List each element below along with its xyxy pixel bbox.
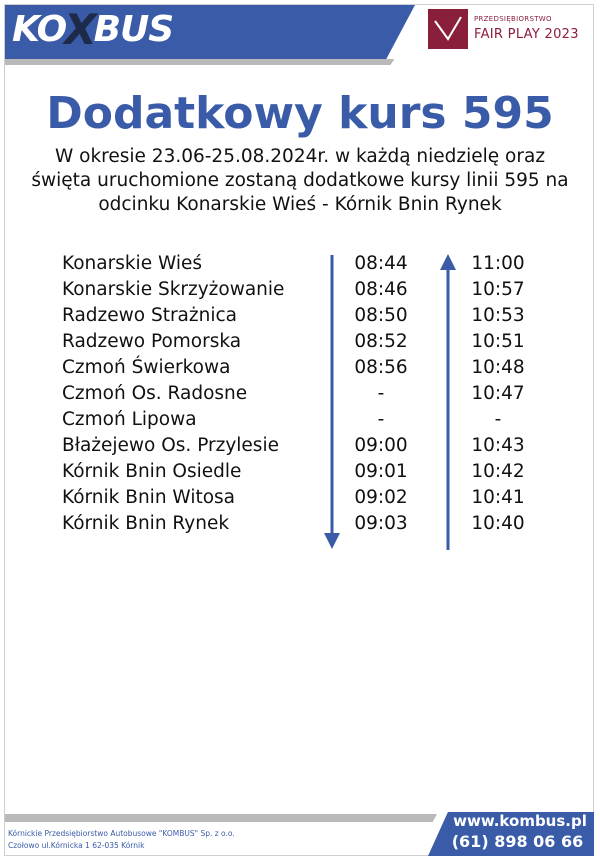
- header-shadow: [5, 59, 415, 65]
- forward-time: -: [377, 383, 385, 404]
- timetable-row: [0, 461, 600, 487]
- forward-time: 09:01: [354, 461, 408, 482]
- return-time: 10:41: [471, 487, 525, 508]
- fair-play-award: [428, 9, 590, 53]
- return-time: 10:51: [471, 331, 525, 352]
- page-title: Dodatkowy kurs 595: [46, 88, 554, 139]
- company-info: [8, 828, 235, 852]
- award-subtitle: PRZEDSIĘBIORSTWO: [474, 15, 552, 23]
- website-link[interactable]: www.kombus.pl: [453, 812, 587, 830]
- forward-time: 08:46: [354, 279, 408, 300]
- stop-name: Konarskie Wieś: [62, 253, 202, 274]
- footer-shadow: [5, 814, 437, 822]
- phone-number: (61) 898 06 66: [451, 832, 584, 851]
- stop-name: Czmoń Świerkowa: [62, 357, 231, 378]
- timetable-row: [0, 253, 600, 279]
- forward-time: 08:44: [354, 253, 408, 274]
- return-time: 10:47: [471, 383, 525, 404]
- forward-time: 09:00: [354, 435, 408, 456]
- stop-name: Czmoń Os. Radosne: [62, 383, 248, 404]
- stop-name: Kórnik Bnin Osiedle: [62, 461, 242, 482]
- forward-time: 08:52: [354, 331, 408, 352]
- stop-name: Radzewo Strażnica: [62, 305, 237, 326]
- return-time: 10:48: [471, 357, 525, 378]
- return-time: 10:43: [471, 435, 525, 456]
- forward-time: 09:02: [354, 487, 408, 508]
- return-time: 10:53: [471, 305, 525, 326]
- forward-time: 08:56: [354, 357, 408, 378]
- logo-left: KO: [12, 8, 67, 50]
- stop-name: Radzewo Pomorska: [62, 331, 242, 352]
- arrow-down-icon: [322, 255, 342, 550]
- timetable-row: [0, 409, 600, 435]
- timetable-row: [0, 383, 600, 409]
- timetable-row: [0, 487, 600, 513]
- timetable-row: [0, 279, 600, 305]
- arrow-up-icon: [438, 254, 458, 550]
- stop-name: Konarskie Skrzyżowanie: [62, 279, 285, 300]
- timetable-row: [0, 357, 600, 383]
- forward-time: 08:50: [354, 305, 408, 326]
- stop-name: Kórnik Bnin Rynek: [62, 513, 230, 534]
- timetable-row: [0, 513, 600, 539]
- intro-text: W okresie 23.06-25.08.2024r. w każdą niedzielę oraz święta uruchomione zostaną dodatkowe kursy linii 595 na odcinku Konarskie Wieś - Kórnik Bnin Rynek: [31, 146, 569, 215]
- stop-name: Kórnik Bnin Witosa: [62, 487, 236, 508]
- stop-name: Błażejewo Os. Przylesie: [62, 435, 279, 456]
- stop-name: Czmoń Lipowa: [62, 409, 197, 430]
- return-time: 10:40: [471, 513, 525, 534]
- return-time: 11:00: [471, 253, 525, 274]
- return-time: -: [494, 409, 502, 430]
- timetable-row: [0, 435, 600, 461]
- company-name: Kórnickie Przedsiębiorstwo Autobusowe "KOMBUS" Sp. z o.o.: [8, 829, 235, 838]
- logo-x: X: [64, 4, 96, 54]
- kombus-logo: [12, 4, 174, 54]
- logo-right: BUS: [93, 8, 174, 50]
- return-time: 10:57: [471, 279, 525, 300]
- award-title: FAIR PLAY 2023: [474, 27, 579, 42]
- fair-play-v-icon: [428, 9, 468, 49]
- forward-time: -: [377, 409, 385, 430]
- forward-time: 09:03: [354, 513, 408, 534]
- timetable-row: [0, 331, 600, 357]
- return-time: 10:42: [471, 461, 525, 482]
- timetable-row: [0, 305, 600, 331]
- company-address: Czołowo ul.Kórnicka 1 62-035 Kórnik: [8, 841, 145, 850]
